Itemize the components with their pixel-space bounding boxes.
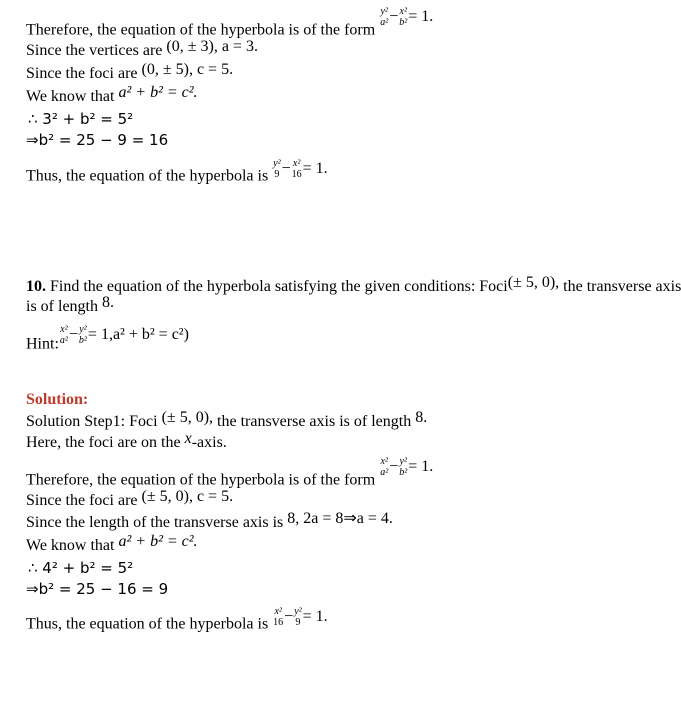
solution-line1	[26, 409, 428, 431]
numerator: x²	[60, 324, 68, 335]
hint-line	[26, 324, 189, 356]
math: a² + b² = c².	[118, 84, 198, 101]
block1-line2	[26, 38, 258, 60]
denominator: a²	[380, 467, 389, 478]
minus-sign: −	[281, 159, 291, 177]
equals: = 1.	[302, 159, 328, 177]
numerator: x²	[380, 456, 388, 467]
denominator: 9	[295, 617, 301, 628]
text: Here, the foci are on the	[26, 434, 181, 451]
minus-sign: −	[68, 325, 78, 343]
fraction	[273, 158, 280, 180]
question-text: is of length	[26, 298, 98, 315]
denominator: b²	[78, 335, 87, 346]
solution-line6	[26, 533, 198, 555]
block1-line6: ⇒b² = 25 − 9 = 16	[26, 131, 169, 149]
equals: = 1.	[408, 7, 434, 25]
question-line1	[26, 274, 681, 296]
numerator: y²	[294, 606, 302, 617]
math: (± 5, 0), c = 5.	[141, 488, 234, 505]
denominator: 16	[291, 169, 302, 180]
text: Since the foci are	[26, 492, 138, 509]
text: Since the foci are	[26, 65, 138, 82]
block1-line5: ∴ 3² + b² = 5²	[28, 110, 134, 128]
denominator: 9	[274, 169, 280, 180]
text: the transverse axis is of length	[217, 413, 412, 430]
minus-sign: −	[389, 457, 399, 475]
equals: = 1.	[302, 607, 328, 625]
solution-line7: ∴ 4² + b² = 5²	[28, 559, 134, 577]
math: x	[184, 430, 192, 447]
numerator: y²	[380, 6, 388, 17]
fraction	[399, 456, 407, 478]
fraction	[60, 324, 68, 346]
numerator: y²	[273, 158, 281, 169]
question-number: 10.	[26, 278, 46, 295]
numerator: y²	[399, 456, 407, 467]
fraction	[79, 324, 87, 346]
math: (± 5, 0),	[507, 274, 560, 291]
math: a² + b² = c².	[118, 533, 198, 550]
numerator: y²	[79, 324, 87, 335]
solution-line8: ⇒b² = 25 − 16 = 9	[26, 580, 169, 598]
fraction	[292, 158, 302, 180]
math: 8, 2a = 8⇒a = 4.	[287, 510, 393, 527]
denominator: a²	[380, 17, 389, 28]
math: (0, ± 5), c = 5.	[141, 61, 234, 78]
denominator: 16	[273, 617, 284, 628]
question-text: the transverse axis	[563, 278, 681, 295]
solution-line2	[26, 430, 227, 452]
solution-line5	[26, 510, 393, 532]
text: Since the length of the transverse axis is	[26, 514, 284, 531]
math: (0, ± 3), a = 3.	[166, 38, 258, 55]
math: = 1,a² + b² = c²)	[87, 325, 189, 343]
numerator: x²	[399, 6, 407, 17]
denominator: b²	[399, 467, 408, 478]
block1-line1-text: Therefore, the equation of the hyperbola is of the form	[26, 21, 376, 39]
text: Thus, the equation of the hyperbola is	[26, 615, 269, 633]
block1-line3	[26, 61, 234, 83]
math: 8.	[415, 409, 428, 426]
numerator: x²	[274, 606, 282, 617]
block1-line4	[26, 84, 198, 106]
block1-line7	[26, 158, 328, 188]
fraction	[380, 456, 388, 478]
denominator: a²	[59, 335, 68, 346]
text: Thus, the equation of the hyperbola is	[26, 167, 269, 185]
question-text: Find the equation of the hyperbola satisfying the given conditions: Foci	[50, 278, 508, 295]
text: We know that	[26, 537, 115, 554]
solution-line4	[26, 488, 234, 510]
fraction	[273, 606, 283, 628]
fraction	[380, 6, 388, 28]
minus-sign: −	[389, 7, 399, 25]
fraction	[399, 6, 407, 28]
text: Solution Step1: Foci	[26, 413, 158, 430]
math: (± 5, 0),	[161, 409, 214, 426]
minus-sign: −	[284, 607, 294, 625]
numerator: x²	[292, 158, 301, 169]
text: Therefore, the equation of the hyperbola is of the form	[26, 471, 376, 489]
fraction	[294, 606, 301, 628]
text: We know that	[26, 88, 115, 105]
solution-line9	[26, 606, 328, 636]
hint-label: Hint:	[26, 335, 59, 353]
text: Since the vertices are	[26, 42, 163, 59]
solution-heading: Solution:	[26, 391, 89, 408]
denominator: b²	[399, 17, 408, 28]
equals: = 1.	[408, 457, 434, 475]
math: 8.	[102, 294, 114, 311]
text: -axis.	[191, 434, 227, 451]
question-line2	[26, 294, 114, 316]
